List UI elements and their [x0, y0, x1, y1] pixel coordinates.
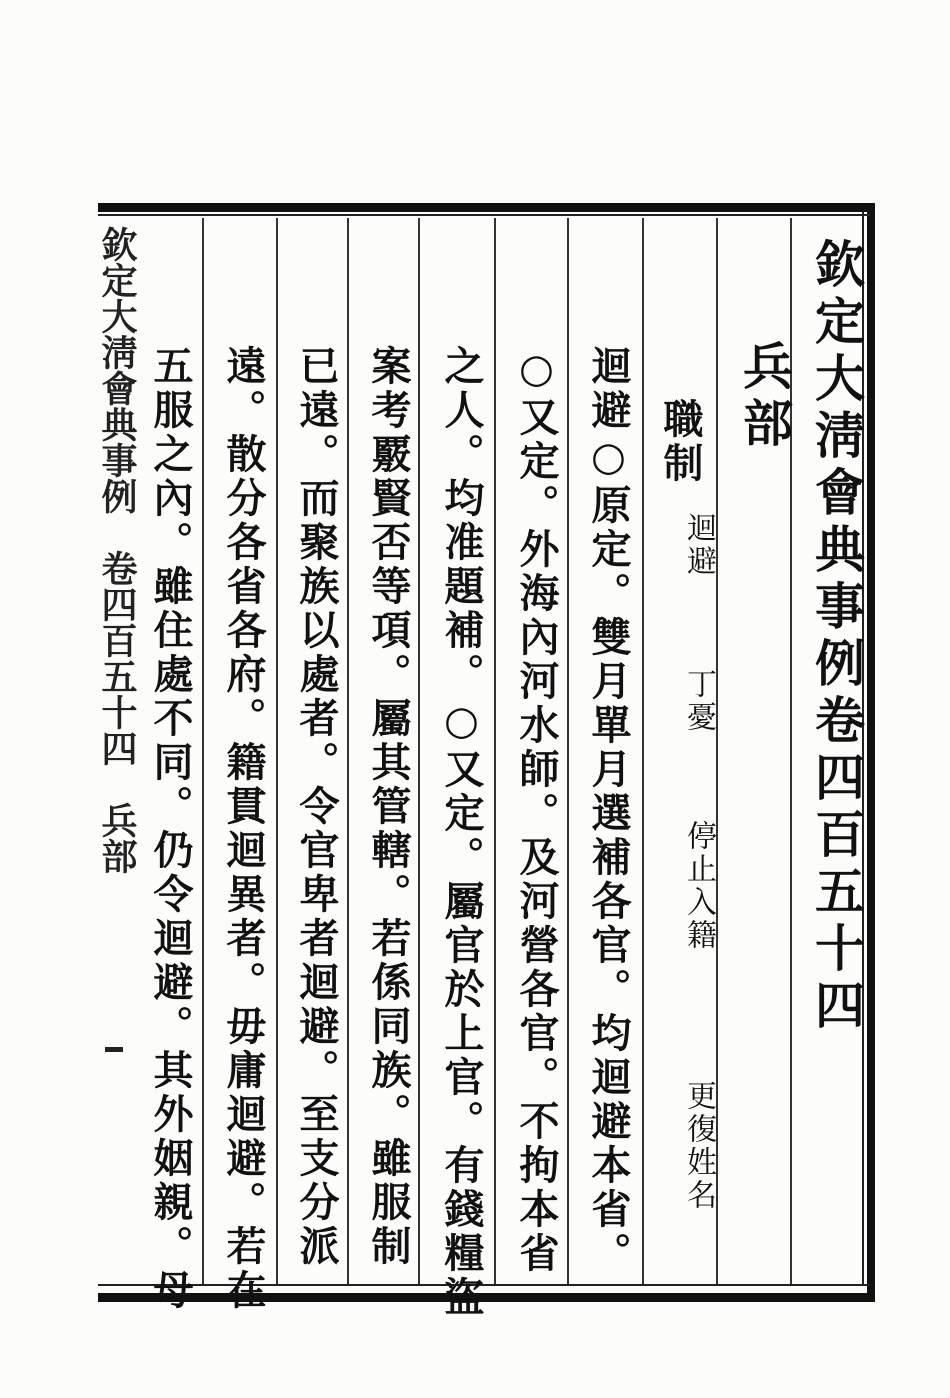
body-column: 迴避○原定。雙月單月選補各官。均迴避本省。: [585, 345, 632, 1276]
heading: 職制: [657, 398, 704, 486]
subheading: 更復姓名: [681, 1080, 716, 1212]
subheading: 迴避: [681, 512, 716, 578]
column-rule: [276, 218, 278, 1284]
frame-inner-top-rule: [98, 214, 870, 216]
column-rule: [347, 218, 349, 1284]
column-rule: [567, 218, 569, 1284]
body-column: 五服之內。雖住處不同。仍令迴避。其外姻親。母: [147, 345, 194, 1313]
section-title: 兵部: [735, 340, 794, 454]
margin-mark: [105, 1047, 123, 1052]
column-rule: [642, 218, 644, 1284]
body-column: 案考覈賢否等項。屬其管轄。若係同族。雖服制: [365, 345, 412, 1269]
body-column: 之人。均准題補。○又定。屬官於上官。有錢糧盜: [438, 345, 485, 1320]
column-rule: [202, 218, 204, 1284]
column-rule: [494, 218, 496, 1284]
subheading: 停止入籍: [681, 820, 716, 952]
body-column: 遠。散分各省各府。籍貫迴異者。毋庸迴避。若在: [220, 345, 267, 1313]
subheading: 丁憂: [681, 668, 716, 734]
volume-title: 欽定大淸會典事例卷四百五十四: [807, 238, 866, 1036]
body-column: ○又定。外海內河水師。及河營各官。不拘本省: [513, 345, 560, 1276]
column-rule: [418, 218, 420, 1284]
margin-text: 欽定大淸會典事例 卷四百五十四 兵部: [96, 226, 138, 874]
body-column: 已遠。而聚族以處者。令官卑者迴避。至支分派: [293, 345, 340, 1269]
